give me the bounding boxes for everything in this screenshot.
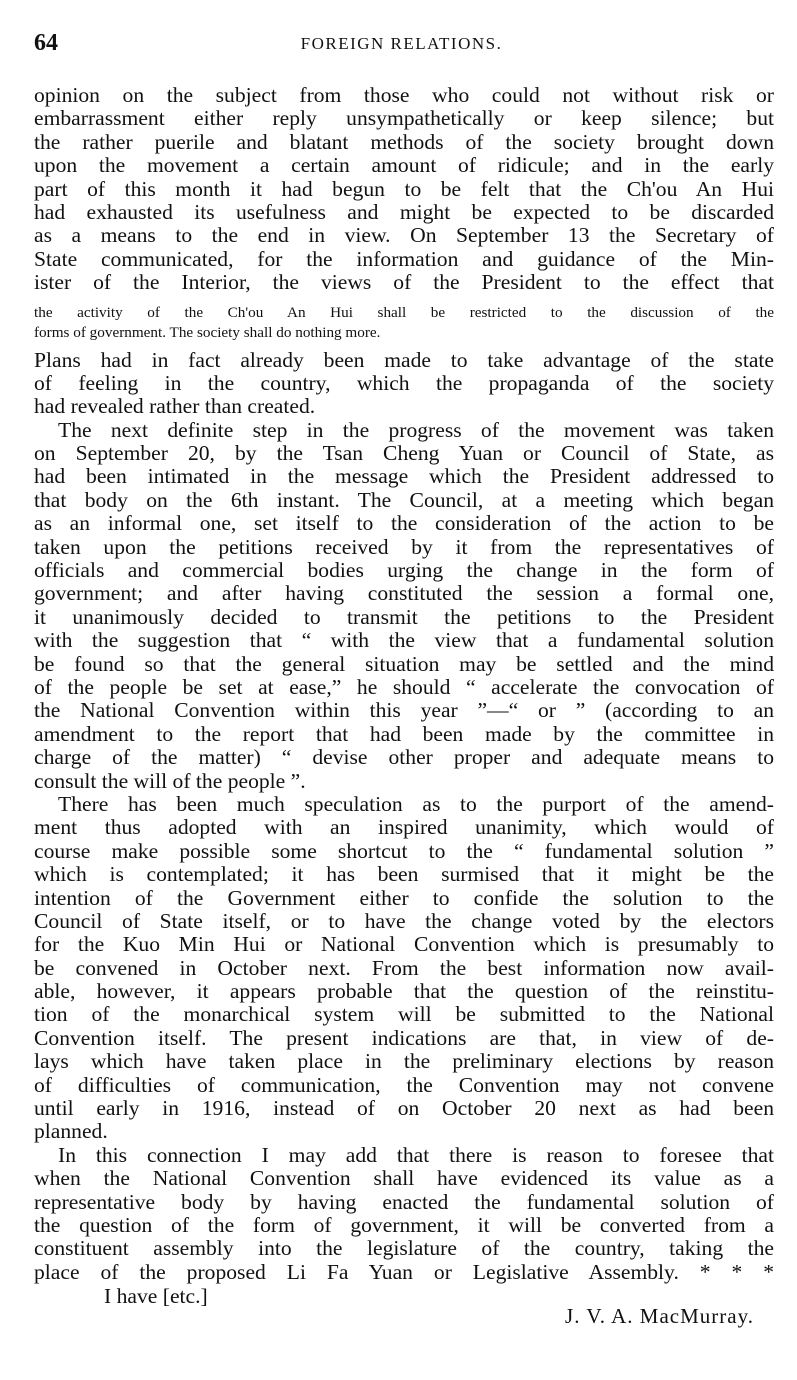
text-line: as a means to the end in view. On September 13 the Secretary of	[34, 224, 774, 248]
paragraph-4	[34, 793, 774, 1144]
text-line: part of this month it had begun to be felt that the Ch'ou An Hui	[34, 177, 774, 201]
text-line: be found so that the general situation may be settled and the mind	[34, 652, 774, 676]
text-line: State communicated, for the information and guidance of the Min-	[34, 247, 774, 271]
running-title: FOREIGN RELATIONS.	[300, 34, 503, 53]
text-line: lays which have taken place in the preliminary elections by reason	[34, 1050, 774, 1074]
text-line: embarrassment either reply unsympathetically or keep silence; but	[34, 107, 774, 131]
text-line: it unanimously decided to transmit the petitions to the President	[34, 605, 774, 629]
text-line: planned.	[34, 1120, 108, 1144]
text-line: tion of the monarchical system will be submitted to the National	[34, 1003, 774, 1027]
text-line: had exhausted its usefulness and might be expected to be discarded	[34, 200, 774, 224]
text-line: the rather puerile and blatant methods of the society brought down	[34, 130, 774, 154]
text-line: for the Kuo Min Hui or National Convention which is presumably to	[34, 933, 774, 957]
text-line: had revealed rather than created.	[34, 395, 316, 419]
text-line: with the suggestion that “ with the view that a fundamental solution	[34, 629, 774, 653]
page-header	[34, 30, 769, 60]
text-line: charge of the matter) “ devise other proper and adequate means to	[34, 746, 774, 770]
text-line: ister of the Interior, the views of the President to the effect that	[34, 271, 774, 295]
signature: J. V. A. MacMurray.	[565, 1304, 754, 1329]
text-line: Council of State itself, or to have the change voted by the electors	[34, 909, 774, 933]
closing-line: I have [etc.]	[104, 1284, 208, 1309]
text-line: the question of the form of government, it will be converted from a	[34, 1213, 774, 1237]
text-line: of difficulties of communication, the Convention may not convene	[34, 1073, 774, 1097]
paragraph-3	[34, 419, 774, 793]
text-line: which is contemplated; it has been surmised that it might be the	[34, 863, 774, 887]
text-line: Plans had in fact already been made to take advantage of the state	[34, 348, 774, 372]
text-line: Convention itself. The present indications are that, in view of de-	[34, 1026, 774, 1050]
text-line: ment thus adopted with an inspired unanimity, which would of	[34, 816, 774, 840]
text-line: In this connection I may add that there is reason to foresee that	[58, 1143, 774, 1167]
text-line: able, however, it appears probable that the question of the reinstitu-	[34, 980, 774, 1004]
text-line: as an informal one, set itself to the consideration of the action to be	[34, 512, 774, 536]
text-line: had been intimated in the message which the President addressed to	[34, 465, 774, 489]
block-quote	[34, 303, 774, 343]
text-line: the National Convention within this year ”—“ or ” (according to an	[34, 699, 774, 723]
text-line: of feeling in the country, which the propaganda of the society	[34, 371, 774, 395]
paragraph-2	[34, 349, 774, 419]
text-line: taken upon the petitions received by it from the representatives of	[34, 535, 774, 559]
text-line: The next definite step in the progress of the movement was taken	[58, 418, 774, 442]
text-line: that body on the 6th instant. The Council, at a meeting which began	[34, 488, 774, 512]
letter-body	[34, 84, 774, 1329]
text-line: course make possible some shortcut to the “ fundamental solution ”	[34, 839, 774, 863]
text-line: be convened in October next. From the best information now avail-	[34, 956, 774, 980]
text-line: intention of the Government either to confide the solution to the	[34, 886, 774, 910]
text-line: representative body by having enacted the fundamental solution of	[34, 1190, 774, 1214]
text-line: until early in 1916, instead of on October 20 next as had been	[34, 1097, 774, 1121]
text-line: amendment to the report that had been made by the committee in	[34, 722, 774, 746]
quote-line: forms of government. The society shall do nothing more.	[34, 323, 381, 341]
page-number: 64	[34, 30, 58, 56]
text-line: constituent assembly into the legislature of the country, taking the	[34, 1237, 774, 1261]
quote-line: the activity of the Ch'ou An Hui shall be restricted to the discussion of the	[34, 303, 774, 321]
text-line: officials and commercial bodies urging the change in the form of	[34, 559, 774, 583]
text-line: place of the proposed Li Fa Yuan or Legislative Assembly. * * *	[34, 1260, 774, 1284]
text-line: upon the movement a certain amount of ridicule; and in the early	[34, 154, 774, 178]
text-line: There has been much speculation as to the purport of the amend-	[58, 792, 774, 816]
text-line: when the National Convention shall have evidenced its value as a	[34, 1167, 774, 1191]
text-line: government; and after having constituted the session a formal one,	[34, 582, 774, 606]
text-line: on September 20, by the Tsan Cheng Yuan or Council of State, as	[34, 442, 774, 466]
text-line: opinion on the subject from those who could not without risk or	[34, 84, 774, 107]
text-line: of the people be set at ease,” he should “ accelerate the convocation of	[34, 675, 774, 699]
paragraph-1	[34, 84, 774, 295]
text-line: consult the will of the people ”.	[34, 769, 306, 793]
paragraph-5	[34, 1144, 774, 1284]
